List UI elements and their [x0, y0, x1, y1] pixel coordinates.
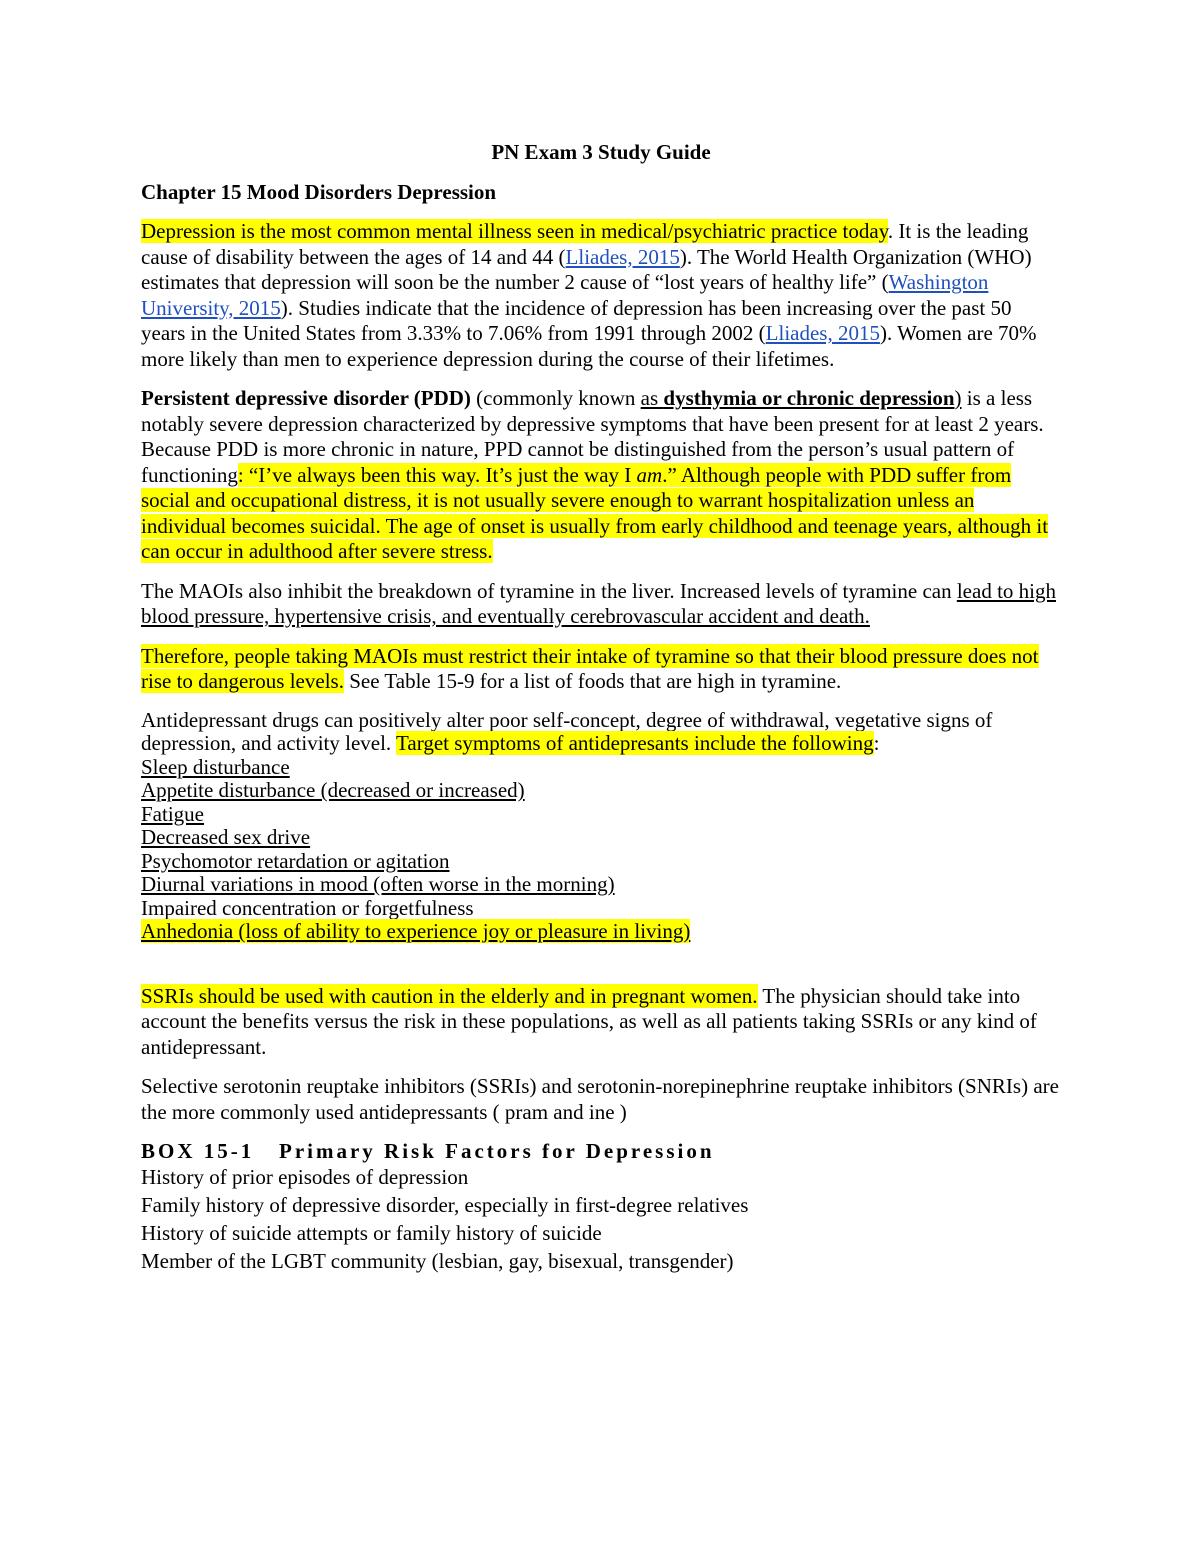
paragraph-antidepressant-targets — [141, 709, 1061, 756]
citation-link[interactable]: Washington University, 2015 — [141, 270, 989, 320]
text: The MAOIs also inhibit the breakdown of tyramine in the liver. Increased levels of tyramine can — [141, 578, 957, 603]
list-item: Member of the LGBT community (lesbian, gay, bisexual, transgender) — [141, 1249, 734, 1273]
highlighted-text: Target symptoms of antidepresants include the following — [396, 731, 874, 755]
underlined-text: as — [640, 386, 664, 410]
text: . It is the leading cause of disability between the ages of 14 and 44 ( — [141, 219, 1029, 269]
list-item: Decreased sex drive — [141, 825, 311, 849]
list-item: Psychomotor retardation or agitation — [141, 848, 450, 873]
symptom-list — [141, 756, 1061, 944]
spacer — [141, 944, 1061, 984]
chapter-heading: Chapter 15 Mood Disorders Depression — [141, 179, 497, 204]
underlined-text: lead to high blood pressure, hypertensive crisis, and eventually cerebrovascular accident and death. — [141, 578, 1056, 628]
citation-link[interactable]: Lliades, 2015 — [765, 321, 880, 345]
text: ). Studies indicate that the incidence of depression has been increasing over the past 50 years in the United States from 3.33% to 7.06% from 1991 through 2002 ( — [141, 295, 1012, 345]
highlighted-text: .” Although people with PDD suffer from social and occupational distress, it is not usually severe enough to warrant hospitalization unless an individual becomes suicidal. The age of onset is usually from early childhood and teenage years, although it can occur in adulthood after severe stress. — [141, 462, 1049, 563]
text: : — [873, 731, 880, 755]
text: ). The World Health Organization (WHO) estimates that depression will soon be the number 2 cause of “lost years of healthy life” ( — [141, 244, 1032, 294]
list-item: Diurnal variations in mood (often worse in the morning) — [141, 872, 615, 896]
list-item: Family history of depressive disorder, especially in first-degree relatives — [141, 1193, 749, 1217]
highlighted-text: Anhedonia (loss of ability to experience joy or pleasure in living) — [141, 919, 691, 943]
list-item: History of suicide attempts or family history of suicide — [141, 1221, 602, 1245]
text: is a less notably severe depression characterized by depressive symptoms that have been present for at least 2 years. Because PDD is more chronic in nature, PPD cannot be distinguished from the person’s usual pattern of functioning — [141, 386, 1044, 487]
term-bold-underlined: dysthymia or chronic depression — [663, 386, 955, 410]
text: See Table 15-9 for a list of foods that are high in tyramine. — [343, 669, 842, 693]
list-item: Appetite disturbance (decreased or increased) — [141, 778, 525, 802]
text: (commonly known — [470, 386, 641, 410]
highlighted-text: Depression is the most common mental illness seen in medical/psychiatric practice today — [141, 219, 888, 243]
citation-link[interactable]: Lliades, 2015 — [565, 244, 680, 269]
highlighted-italic-text: am — [636, 462, 663, 487]
list-item: History of prior episodes of depression — [141, 1165, 469, 1189]
text: Antidepressant drugs can positively alter poor self-concept, degree of withdrawal, vegetative signs of depression, and activity level. — [141, 707, 993, 755]
box-title: BOX 15-1 Primary Risk Factors for Depression — [141, 1139, 715, 1163]
document-title: PN Exam 3 Study Guide — [491, 140, 711, 164]
underlined-text: ) — [954, 386, 962, 410]
list-item — [141, 920, 1061, 944]
document-page — [141, 140, 1061, 1275]
highlighted-text: : “I’ve always been this way. It’s just the way I — [237, 462, 637, 487]
list-item: Fatigue — [141, 801, 204, 826]
paragraph-maoi-tyramine — [141, 579, 1061, 630]
paragraph-maoi-restriction — [141, 644, 1061, 695]
paragraph-pdd — [141, 386, 1061, 565]
text: ). Women are 70% more likely than men to experience depression during the course of their lifetimes. — [141, 321, 1037, 371]
highlighted-text: SSRIs should be used with caution in the elderly and in pregnant women. — [141, 983, 758, 1008]
paragraph-ssri-snri: Selective serotonin reuptake inhibitors (SSRIs) and serotonin-norepinephrine reuptake inhibitors (SNRIs) are the more commonly used antidepressants ( pram and ine ) — [141, 1074, 1059, 1124]
risk-factor-list — [141, 1163, 1061, 1275]
term-bold: Persistent depressive disorder (PDD) — [141, 386, 471, 410]
paragraph-depression-overview — [141, 219, 1061, 372]
highlighted-text: Therefore, people taking MAOIs must restrict their intake of tyramine so that their blood pressure does not rise to dangerous levels. — [141, 643, 1039, 693]
text: The physician should take into account the benefits versus the risk in these populations, as well as all patients taking SSRIs or any kind of antidepressant. — [141, 983, 1037, 1059]
list-item: Impaired concentration or forgetfulness — [141, 895, 474, 920]
paragraph-ssri-caution — [141, 984, 1061, 1061]
list-item: Sleep disturbance — [141, 754, 290, 779]
